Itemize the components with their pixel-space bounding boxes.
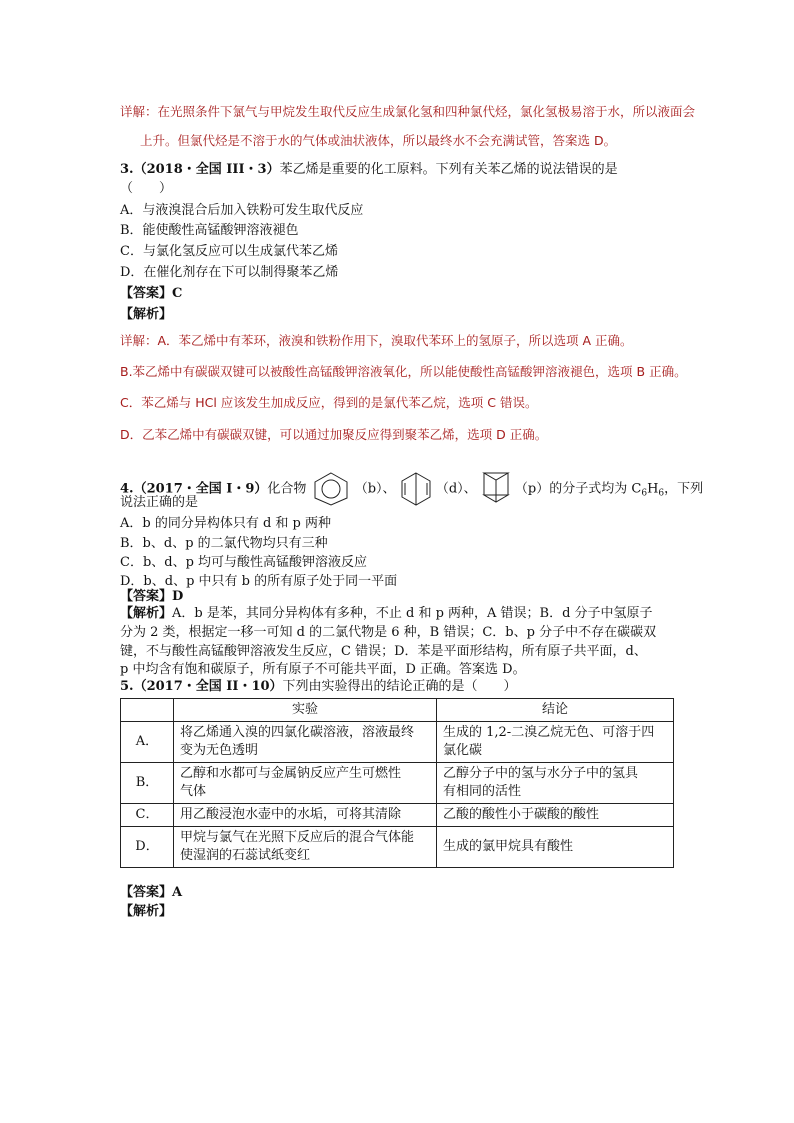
analysis-tag: 【解析】 xyxy=(120,606,173,621)
question-number: 3.（2018・全国 III・3） xyxy=(120,162,280,177)
option-d: D．b、d、p 中只有 b 的所有原子处于同一平面 xyxy=(120,574,398,589)
question-number: 5.（2017・全国 II・10） xyxy=(120,679,283,694)
option-b: B．能使酸性高锰酸钾溶液褪色 xyxy=(120,223,299,238)
cell-text: 用乙酸浸泡水壶中的水垢，可将其清除 xyxy=(180,807,402,822)
answer-line xyxy=(120,588,183,606)
row-label: C． xyxy=(121,804,174,827)
compound-d-label: （d）、 xyxy=(435,481,477,497)
cell-text: 使湿润的石蕊试纸变红 xyxy=(180,848,311,863)
question-text: ，下列 xyxy=(664,481,704,497)
cell-text: 将乙烯通入溴的四氯化碳溶液，溶液最终 xyxy=(180,725,415,740)
dewar-benzene-structure xyxy=(400,471,432,507)
table-row xyxy=(121,722,674,763)
experiment-cell xyxy=(174,827,437,868)
analysis-tag: 【解析】 xyxy=(120,307,173,322)
row-label: B． xyxy=(121,763,174,804)
cell-text: 变为无色透明 xyxy=(180,743,259,758)
question-text: 化合物 xyxy=(267,481,307,497)
question-3-stem xyxy=(120,161,618,179)
detail-line: 上升。但氯代烃是不溶于水的气体或油状液体，所以最终水不会充满试管，答案选 D。 xyxy=(140,133,617,148)
detail-line: D．乙苯乙烯中有碳碳双键，可以通过加聚反应得到聚苯乙烯，选项 D 正确。 xyxy=(120,427,548,442)
answer-value: C xyxy=(172,286,183,301)
answer-line xyxy=(120,884,182,902)
answer-line xyxy=(120,285,182,303)
conclusion-cell xyxy=(437,827,674,868)
compound-p-label: （p）的分子式均为 C xyxy=(514,481,642,497)
detail-line: 详解：在光照条件下氯气与甲烷发生取代反应生成氯化氢和四种氯代烃，氯化氢极易溶于水，所以液面会 xyxy=(120,104,696,119)
cell-text: 乙醇和水都可与金属钠反应产生可燃性 xyxy=(180,766,402,781)
experiment-cell xyxy=(174,804,437,827)
cell-text: 气体 xyxy=(180,784,207,799)
question-number: 4.（2017・全国 I・9） xyxy=(120,481,268,497)
cell-text: 生成的 1,2-二溴乙烷无色、可溶于四 xyxy=(443,725,655,740)
hydrogen-symbol: H xyxy=(647,481,659,497)
question-text: 说法正确的是 xyxy=(120,495,199,510)
cell-text: 乙酸的酸性小于碳酸的酸性 xyxy=(443,807,600,822)
analysis-text: A．b 是苯，其同分异构体有多种，不止 d 和 p 两种，A 错误；B．d 分子中氢原子 xyxy=(172,606,653,621)
detail-line: 详解：A．苯乙烯中有苯环，液溴和铁粉作用下，溴取代苯环上的氢原子，所以选项 A 正确。 xyxy=(120,333,633,348)
cell-text: 生成的氯甲烷具有酸性 xyxy=(443,839,574,854)
cell-text: 甲烷与氯气在光照下反应后的混合气体能 xyxy=(180,830,415,845)
subscript: 6 xyxy=(641,488,648,499)
analysis-text: p 中均含有饱和碳原子，所有原子不可能共平面，D 正确。答案选 D。 xyxy=(120,662,526,677)
question-4-stem xyxy=(120,470,703,508)
conclusion-cell xyxy=(437,763,674,804)
subscript: 6 xyxy=(658,488,665,499)
analysis-text: 键，不与酸性高锰酸钾溶液发生反应，C 错误；D．苯是平面形结构，所有原子共平面，d、 xyxy=(120,644,647,659)
cell-text: 氯化碳 xyxy=(443,743,483,758)
answer-paren: （ ） xyxy=(120,181,173,196)
table-header: 实验 xyxy=(174,699,437,722)
table-row xyxy=(121,804,674,827)
table-row xyxy=(121,763,674,804)
conclusion-cell xyxy=(437,804,674,827)
answer-tag: 【答案】 xyxy=(120,589,173,604)
option-b: B．b、d、p 的二氯代物均只有三种 xyxy=(120,536,328,551)
benzene-structure xyxy=(311,471,351,507)
analysis-tag: 【解析】 xyxy=(120,904,173,919)
analysis-text: 分为 2 类，根据定一移一可知 d 的二氯代物是 6 种，B 错误；C．b、p 分子中不存在碳碳双 xyxy=(120,625,657,640)
option-a: A．与液溴混合后加入铁粉可发生取代反应 xyxy=(120,203,364,218)
cell-text: 有相同的活性 xyxy=(443,784,522,799)
answer-value: D xyxy=(172,589,184,604)
compound-b-label: （b）、 xyxy=(354,481,396,497)
experiment-table xyxy=(120,698,674,868)
cell-text: 乙醇分子中的氢与水分子中的氢具 xyxy=(443,766,639,781)
answer-tag: 【答案】 xyxy=(120,286,173,301)
question-5-stem xyxy=(120,678,517,696)
detail-line: C．苯乙烯与 HCl 应该发生加成反应，得到的是氯代苯乙烷，选项 C 错误。 xyxy=(120,395,538,410)
experiment-cell xyxy=(174,763,437,804)
table-cell xyxy=(121,699,174,722)
row-label: D． xyxy=(121,827,174,868)
option-d: D．在催化剂存在下可以制得聚苯乙烯 xyxy=(120,265,339,280)
answer-value: A xyxy=(172,885,183,900)
question-text: 下列由实验得出的结论正确的是（ ） xyxy=(282,679,517,694)
prismane-structure xyxy=(481,470,511,508)
experiment-cell xyxy=(174,722,437,763)
option-c: C．b、d、p 均可与酸性高锰酸钾溶液反应 xyxy=(120,555,368,570)
answer-tag: 【答案】 xyxy=(120,885,173,900)
table-header-row xyxy=(121,699,674,722)
detail-line: B.苯乙烯中有碳碳双键可以被酸性高锰酸钾溶液氧化，所以能使酸性高锰酸钾溶液褪色，选项 B 正确。 xyxy=(120,364,687,379)
question-text: 苯乙烯是重要的化工原料。下列有关苯乙烯的说法错误的是 xyxy=(279,162,618,177)
option-a: A．b 的同分异构体只有 d 和 p 两种 xyxy=(120,516,332,531)
table-row xyxy=(121,827,674,868)
conclusion-cell xyxy=(437,722,674,763)
table-header: 结论 xyxy=(437,699,674,722)
option-c: C．与氯化氢反应可以生成氯代苯乙烯 xyxy=(120,244,338,259)
analysis-line xyxy=(120,605,653,623)
row-label: A． xyxy=(121,722,174,763)
